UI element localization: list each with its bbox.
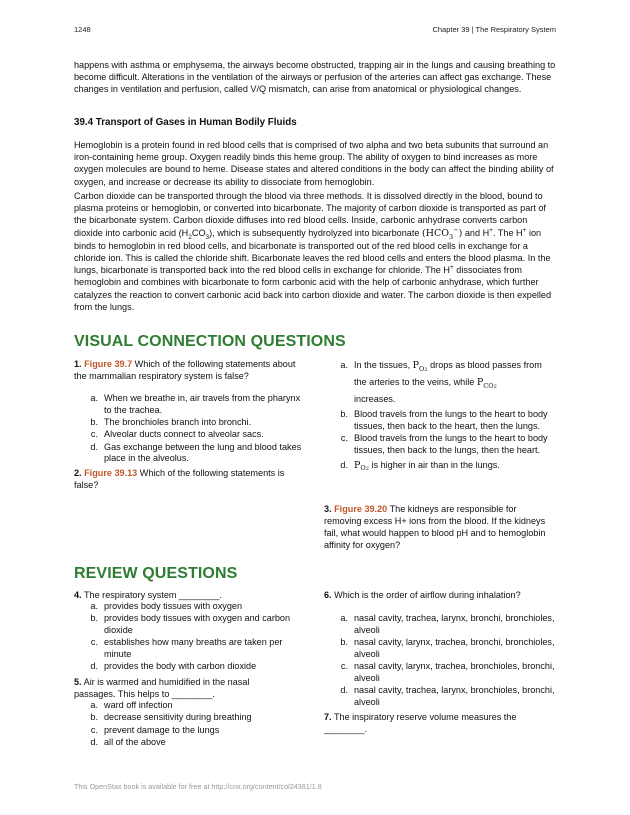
list-item: a. In the tissues, $P_{O2}$ drops as blood passes from the arteries to the veins, while $P_{CO2}$ increases. bbox=[340, 360, 542, 404]
question-1-options bbox=[84, 393, 302, 466]
list-item: b. decrease sensitivity during breathing bbox=[90, 712, 252, 723]
footer: This OpenStax book is available for free at http://cnx.org/content/col24361/1.8 bbox=[74, 782, 322, 791]
list-item: d. $P_{O2}$ is higher in air than in the lungs. bbox=[340, 459, 500, 473]
figure-link-39-7[interactable]: Figure 39.7 bbox=[84, 359, 133, 369]
pco2-symbol: $P_{CO2}$ bbox=[476, 377, 497, 390]
list-item: d. Gas exchange between the lung and blood takes place in the alveolus. bbox=[90, 441, 302, 464]
list-item: b. nasal cavity, larynx, trachea, bronchi, bronchioles, alveoli bbox=[340, 637, 555, 659]
page-number: 1248 bbox=[74, 25, 91, 34]
figure-link-39-20[interactable]: Figure 39.20 bbox=[334, 504, 388, 514]
list-item: c. nasal cavity, larynx, trachea, bronchioles, bronchi, alveoli bbox=[340, 661, 555, 683]
question-1: 1. Figure 39.7 Which of the following statements about the mammalian respiratory system is false? bbox=[74, 359, 296, 381]
po2-symbol: $P_{O2}$ bbox=[412, 360, 428, 373]
list-item: c. establishes how many breaths are taken per minute bbox=[90, 637, 283, 660]
question-6: 6. Which is the order of airflow during inhalation? bbox=[324, 590, 521, 600]
chapter-title: Chapter 39 | The Respiratory System bbox=[432, 25, 556, 34]
question-5-options bbox=[84, 700, 302, 749]
question-4-options bbox=[84, 601, 308, 674]
list-item: b. provides body tissues with oxygen and carbon dioxide bbox=[90, 613, 291, 636]
list-item: a. When we breathe in, air travels from the pharynx to the trachea. bbox=[90, 393, 301, 415]
carbon-dioxide-paragraph: Carbon dioxide can be transported through the blood via three methods. It is dissolved directly in the blood, bound to plasma proteins or hemoglobin, or converted into bicarbonate. The majority of carbon dioxide is transported as part of the bicarbonate system. Carbon dioxide diffuses into red blood cells. Inside, carbonic anhydrase converts carbon dioxide into carbonic acid $(H_2CO_3)$, which is subsequently hydrolyzed into bicarbonate $(HCO_3^-)$ and H+. The H+ ion binds to hemoglobin in red blood cells, and bicarbonate is transported out of the red blood cells in exchange for a chloride ion. This is called the chloride shift. Bicarbonate leaves the red blood cells and enters the blood plasma. In the lungs, bicarbonate is transported back into the red blood cells in exchange for chloride. The H+ dissociates from hemoglobin and combines with bicarbonate to form carbonic acid with the help of carbonic anhydrase, which further catalyzes the reaction to convert carbonic acid back into carbon dioxide and water. The carbon dioxide is then expelled from the lungs. bbox=[74, 191, 552, 312]
question-2: 2. Figure 39.13 Which of the following statements is false? bbox=[74, 468, 285, 490]
question-2-options bbox=[334, 357, 552, 474]
list-item: c. Blood travels from the lungs to the heart to body tissues, then back to the lungs, then the heart. bbox=[340, 433, 548, 455]
list-item: a. nasal cavity, trachea, larynx, bronchi, bronchioles, alveoli bbox=[340, 613, 555, 635]
list-item: d. provides the body with carbon dioxide bbox=[90, 661, 257, 672]
bicarbonate-formula: $(HCO_3^-)$ bbox=[421, 225, 463, 241]
question-6-options bbox=[334, 613, 556, 709]
section-title: 39.4 Transport of Gases in Human Bodily Fluids bbox=[74, 117, 297, 128]
list-item: b. Blood travels from the lungs to the heart to body tissues, then back to the heart, then the lungs. bbox=[340, 408, 548, 431]
intro-paragraph: happens with asthma or emphysema, the airways become obstructed, trapping air in the lungs and causing breathing to become difficult. Alterations in the ventilation of the airways or perfusion of the arteries can affect gas exchange. These changes in ventilation and perfusion, called V/Q mismatch, can arise from anatomical or physiological changes. bbox=[74, 60, 556, 95]
po2-symbol: $P_{O2}$ bbox=[354, 459, 369, 473]
question-7: 7. The inspiratory reserve volume measures the ________. bbox=[324, 712, 517, 734]
list-item: d. nasal cavity, trachea, larynx, bronchioles, bronchi, alveoli bbox=[340, 685, 555, 708]
list-item: a. provides body tissues with oxygen bbox=[90, 601, 242, 611]
hemoglobin-paragraph: Hemoglobin is a protein found in red blood cells that is comprised of two alpha and two beta subunits that surround an iron-containing heme group. Oxygen readily binds this heme group. The ability of oxygen to bind increases as more oxygen molecules are bound to heme. Disease states and altered conditions in the body can affect the binding ability of oxygen, and increase or decrease its ability to dissociate from hemoglobin. bbox=[74, 140, 554, 187]
question-5: 5. Air is warmed and humidified in the nasal passages. This helps to ________. bbox=[74, 677, 250, 699]
figure-link-39-13[interactable]: Figure 39.13 bbox=[84, 468, 138, 478]
list-item: d. all of the above bbox=[90, 736, 166, 747]
list-item: a. ward off infection bbox=[90, 700, 173, 710]
review-heading: REVIEW QUESTIONS bbox=[74, 565, 238, 582]
list-item: c. prevent damage to the lungs bbox=[90, 724, 220, 735]
visual-connection-heading: VISUAL CONNECTION QUESTIONS bbox=[74, 333, 346, 350]
list-item: c. Alveolar ducts connect to alveolar sacs. bbox=[90, 429, 264, 440]
question-4: 4. The respiratory system ________. bbox=[74, 590, 222, 600]
list-item: b. The bronchioles branch into bronchi. bbox=[90, 417, 252, 428]
question-3: 3. Figure 39.20 The kidneys are responsible for removing excess H+ ions from the blood. If the kidneys fail, what would happen to blood pH and to hemoglobin affinity for oxygen? bbox=[324, 504, 546, 550]
